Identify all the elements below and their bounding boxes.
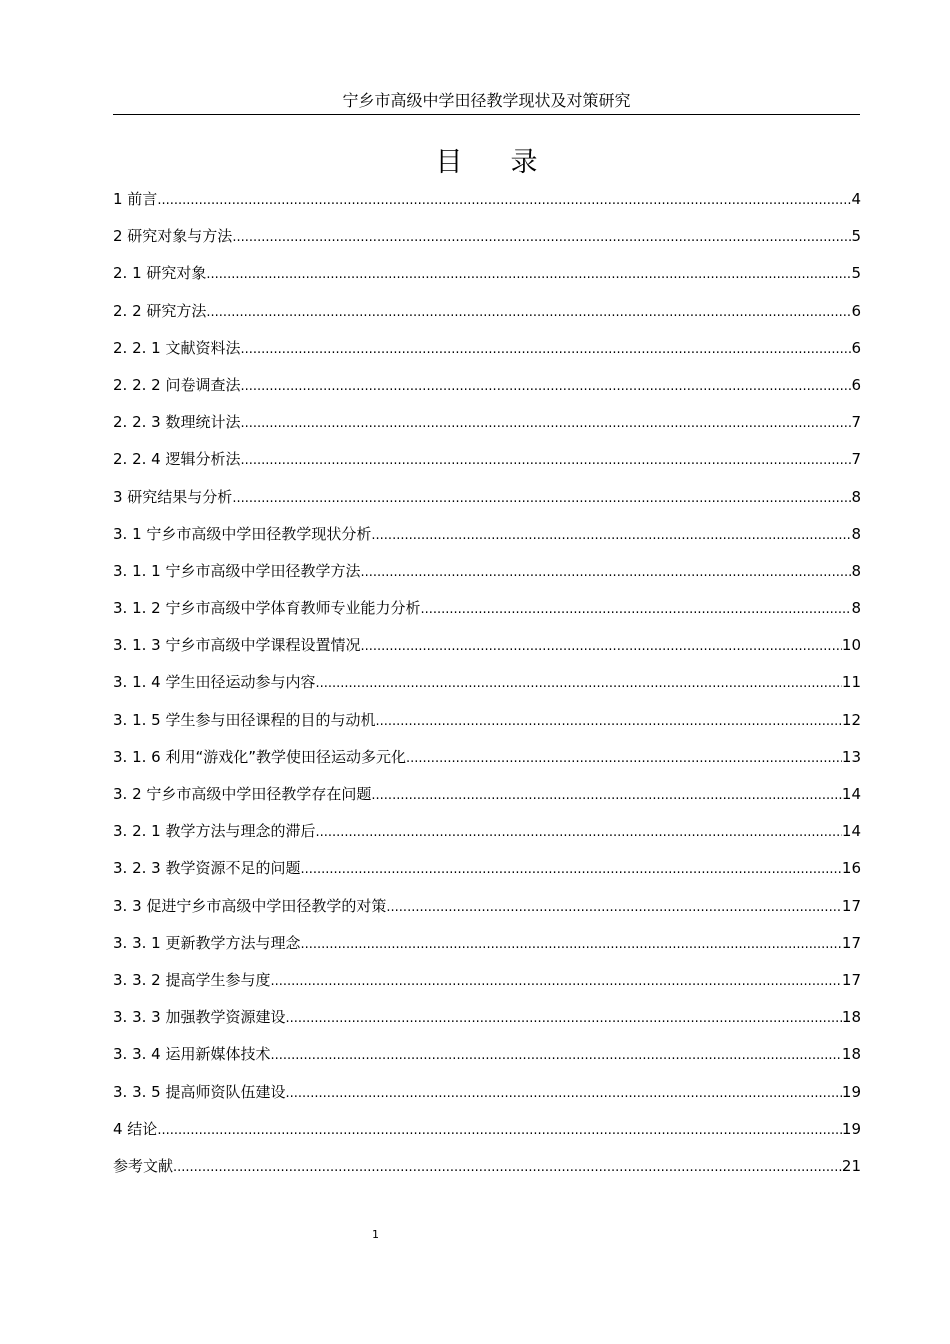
dot-leader: [360, 556, 851, 590]
toc-entry-label: 3. 2. 1 教学方法与理念的滞后: [113, 822, 316, 841]
toc-entry-page-number: 11: [841, 673, 861, 692]
toc-entry-page-number: 17: [841, 970, 861, 989]
toc-entry-page-number: 5: [851, 227, 861, 246]
toc-entry-page-number: 18: [841, 1008, 861, 1027]
toc-entry[interactable]: [113, 442, 861, 479]
toc-entry[interactable]: [113, 256, 861, 293]
toc-entry-page-number: 6: [851, 375, 861, 394]
toc-entry-label: 2. 2. 3 数理统计法: [113, 413, 241, 432]
toc-entry-label: 3. 1. 3 宁乡市高级中学课程设置情况: [113, 636, 361, 655]
toc-entry[interactable]: [113, 665, 861, 702]
toc-entry[interactable]: [113, 777, 861, 814]
toc-entry-label: 3. 3. 2 提高学生参与度: [113, 970, 271, 989]
dot-leader: [375, 705, 841, 739]
toc-entry-label: 2. 2. 4 逻辑分析法: [113, 450, 241, 469]
toc-entry-label: 3. 3. 4 运用新媒体技术: [113, 1045, 271, 1064]
dot-leader: [360, 630, 841, 664]
dot-leader: [300, 928, 841, 962]
toc-entry[interactable]: [113, 851, 861, 888]
dot-leader: [270, 965, 841, 999]
dot-leader: [206, 258, 851, 292]
toc-entry[interactable]: [113, 889, 861, 926]
toc-entry-label: 2. 2 研究方法: [113, 301, 207, 320]
toc-entry[interactable]: [113, 814, 861, 851]
toc-entry-label: 1 前言: [113, 190, 158, 208]
dot-leader: [270, 1039, 841, 1073]
toc-entry-page-number: 8: [851, 487, 861, 506]
toc-entry-label: 3. 1 宁乡市高级中学田径教学现状分析: [113, 524, 372, 543]
toc-entry-page-number: 8: [851, 524, 861, 543]
toc-entry-page-number: 7: [851, 413, 861, 432]
toc-entry-label: 2. 1 研究对象: [113, 264, 207, 283]
toc-entry-label: 2. 2. 2 问卷调查法: [113, 375, 241, 394]
dot-leader: [406, 742, 842, 776]
toc-entry-page-number: 21: [841, 1156, 861, 1175]
toc-entry[interactable]: [113, 926, 861, 963]
dot-leader: [285, 1077, 841, 1111]
toc-entry[interactable]: [113, 554, 861, 591]
toc-entry-page-number: 14: [841, 785, 861, 803]
dot-leader: [157, 184, 851, 218]
dot-leader: [371, 519, 851, 553]
toc-entry-page-number: 18: [841, 1045, 861, 1064]
toc-entry[interactable]: [113, 740, 861, 777]
toc-entry-page-number: 6: [851, 338, 861, 357]
toc-entry-page-number: 13: [841, 747, 861, 766]
toc-entry-page-number: 19: [841, 1119, 861, 1138]
toc-entry-page-number: 12: [841, 710, 861, 729]
dot-leader: [386, 891, 842, 925]
running-title: 宁乡市高级中学田径教学现状及对策研究: [342, 91, 631, 110]
dot-leader: [232, 482, 851, 516]
toc-entry[interactable]: [113, 1149, 861, 1186]
toc-entry[interactable]: [113, 480, 861, 517]
toc-entry[interactable]: [113, 517, 861, 554]
toc-entry-page-number: 8: [851, 561, 861, 580]
toc-entry-page-number: 17: [841, 933, 861, 952]
toc-entry-label: 2. 2. 1 文献资料法: [113, 338, 241, 357]
toc-entry-page-number: 8: [851, 599, 861, 618]
toc-entry-page-number: 19: [841, 1082, 861, 1101]
dot-leader: [300, 853, 841, 887]
dot-leader: [371, 779, 842, 813]
toc-entry-page-number: 16: [841, 859, 861, 878]
toc-entry-label: 参考文献: [113, 1156, 174, 1175]
toc-entry[interactable]: [113, 1075, 861, 1112]
toc-entry-label: 3. 3. 1 更新教学方法与理念: [113, 933, 301, 952]
toc-entry[interactable]: [113, 219, 861, 256]
toc-entry-page-number: 10: [841, 636, 861, 655]
toc-entry[interactable]: [113, 294, 861, 331]
dot-leader: [157, 1114, 842, 1148]
toc-entry-page-number: 4: [851, 190, 861, 208]
toc-entry[interactable]: [113, 331, 861, 368]
dot-leader: [420, 593, 851, 627]
dot-leader: [232, 221, 851, 255]
dot-leader: [240, 333, 851, 367]
toc-entry-label: 3. 3 促进宁乡市高级中学田径教学的对策: [113, 896, 387, 915]
dot-leader: [240, 407, 851, 441]
toc-entry[interactable]: [113, 963, 861, 1000]
toc-entry[interactable]: [113, 628, 861, 665]
table-of-contents: [113, 182, 861, 1186]
toc-entry-label: 3. 2 宁乡市高级中学田径教学存在问题: [113, 785, 372, 803]
dot-leader: [240, 370, 851, 404]
toc-entry[interactable]: [113, 405, 861, 442]
toc-entry[interactable]: [113, 1000, 861, 1037]
toc-entry[interactable]: [113, 182, 861, 219]
toc-entry-label: 3. 1. 4 学生田径运动参与内容: [113, 673, 316, 692]
toc-entry-label: 3. 2. 3 教学资源不足的问题: [113, 859, 301, 878]
toc-entry-page-number: 17: [841, 896, 861, 915]
toc-entry-label: 3. 1. 6 利用“游戏化”教学使田径运动多元化: [113, 747, 407, 766]
dot-leader: [285, 1002, 841, 1036]
page-header: [113, 90, 860, 115]
dot-leader: [173, 1151, 842, 1185]
toc-entry[interactable]: [113, 1112, 861, 1149]
dot-leader: [206, 296, 851, 330]
toc-entry-label: 3. 1. 5 学生参与田径课程的目的与动机: [113, 710, 376, 729]
toc-entry-label: 2 研究对象与方法: [113, 227, 233, 246]
toc-entry-label: 3. 3. 3 加强教学资源建设: [113, 1008, 286, 1027]
toc-entry-label: 3 研究结果与分析: [113, 487, 233, 506]
toc-entry-label: 3. 1. 1 宁乡市高级中学田径教学方法: [113, 561, 361, 580]
toc-entry-page-number: 5: [851, 264, 861, 283]
dot-leader: [315, 816, 841, 850]
toc-entry-page-number: 7: [851, 450, 861, 469]
toc-entry-page-number: 14: [841, 822, 861, 841]
toc-title: 目录: [435, 147, 586, 178]
toc-entry-page-number: 6: [851, 301, 861, 320]
toc-entry[interactable]: [113, 703, 861, 740]
toc-entry[interactable]: [113, 368, 861, 405]
dot-leader: [315, 667, 841, 701]
toc-entry-label: 3. 1. 2 宁乡市高级中学体育教师专业能力分析: [113, 599, 421, 618]
page-number: 1: [372, 1228, 379, 1241]
toc-entry-label: 3. 3. 5 提高师资队伍建设: [113, 1082, 286, 1101]
toc-entry[interactable]: [113, 1037, 861, 1074]
dot-leader: [240, 444, 851, 478]
toc-entry-label: 4 结论: [113, 1119, 158, 1138]
toc-entry[interactable]: [113, 591, 861, 628]
